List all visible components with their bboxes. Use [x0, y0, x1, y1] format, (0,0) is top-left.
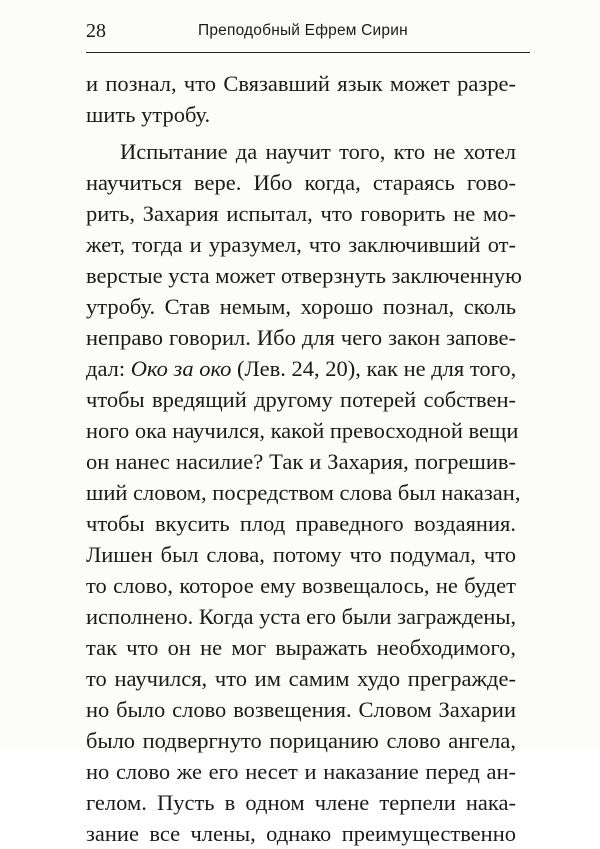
book-title: Преподобный Ефрем Сирин: [198, 22, 408, 39]
text-line: было подвергнуто порицанию слово ангела,: [86, 728, 516, 753]
line-suffix: (Лев. 24, 20), как не для того,: [231, 356, 517, 381]
body-text: [86, 68, 522, 849]
text-line: научиться вере. Ибо когда, стараясь гово-: [86, 170, 516, 195]
text-line-with-quote: [86, 353, 516, 384]
text-line: Лишен был слова, потому что подумал, что: [86, 542, 516, 567]
page-number: 28: [86, 20, 106, 42]
text-line: он нанес насилие? Так и Захария, погрешив-: [86, 449, 516, 474]
text-line: и познал, что Связавший язык может разре-: [86, 71, 516, 96]
text-line: верстые уста может отверзнуть заключенную: [86, 263, 522, 288]
text-line: ного ока научился, какой превосходной вещи: [86, 418, 519, 443]
paragraph-1: [86, 68, 516, 130]
text-line: чтобы вкусить плод праведного воздаяния.: [86, 511, 516, 536]
text-line: зание все члены, однако преимущественно: [86, 821, 516, 846]
text-line: чтобы вредящий другому потерей собствен-: [86, 387, 516, 412]
text-line: ший словом, посредством слова был наказан,: [86, 480, 521, 505]
text-line: то слово, которое ему возвещалось, не будет: [86, 573, 516, 598]
text-line: рить, Захария испытал, что говорить не мо-: [86, 201, 516, 226]
text-line: то научился, что им самим худо прегражде-: [86, 666, 516, 691]
running-head: [86, 18, 530, 53]
text-line: утробу. Став немым, хорошо познал, сколь: [86, 294, 516, 319]
text-line: но было слово возвещения. Словом Захарии: [86, 697, 516, 722]
text-line: гелом. Пусть в одном члене терпели нака-: [86, 790, 516, 815]
scripture-quote: Око за око: [130, 356, 232, 381]
text-line: жет, тогда и уразумел, что заключивший от-: [86, 232, 516, 257]
text-line: неправо говорил. Ибо для чего закон запове-: [86, 325, 516, 350]
text-line: шить утробу.: [86, 102, 211, 127]
text-line: исполнено. Когда уста его были заграждены,: [86, 604, 517, 629]
line-prefix: дал:: [86, 356, 131, 381]
paragraph-2: [86, 136, 522, 849]
text-line: но слово же его несет и наказание перед ан-: [86, 759, 516, 784]
text-line: Испытание да научит того, кто не хотел: [120, 139, 516, 164]
text-line: так что он не мог выражать необходимого,: [86, 635, 516, 660]
